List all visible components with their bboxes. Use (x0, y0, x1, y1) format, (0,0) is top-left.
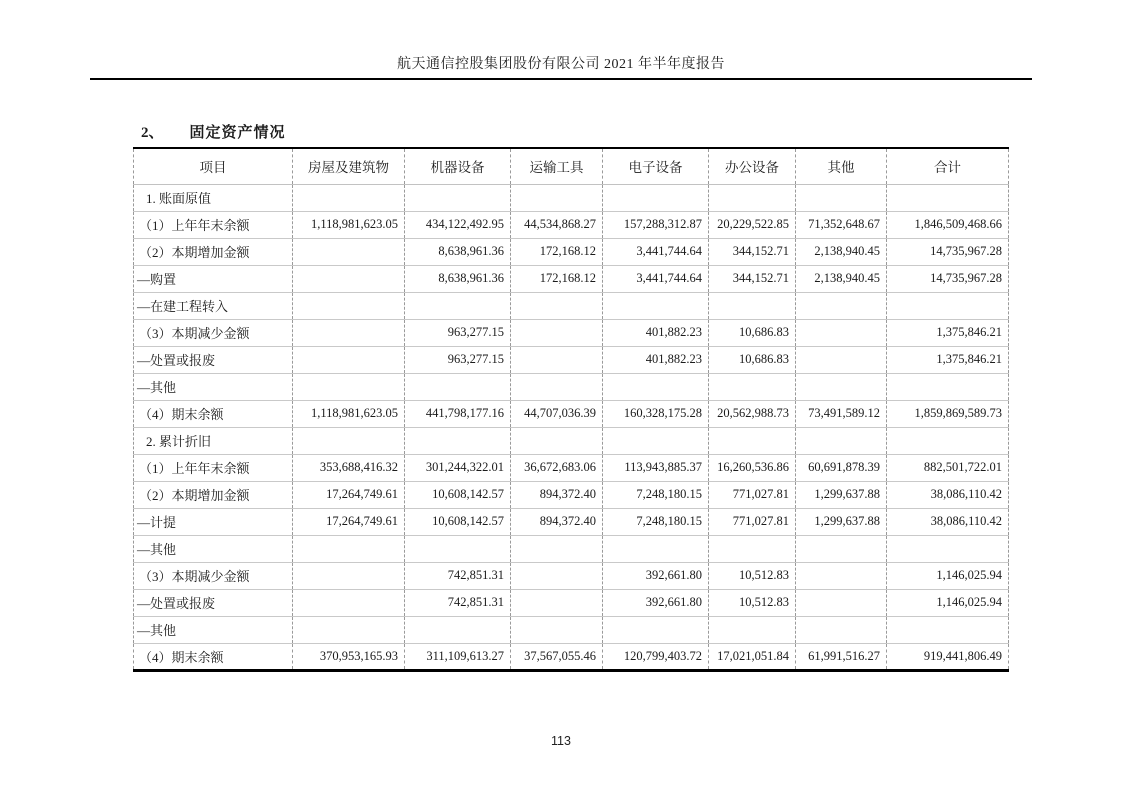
cell-value (511, 616, 603, 643)
row-label: （1）上年年末余额 (134, 454, 293, 481)
cell-value: 36,672,683.06 (511, 454, 603, 481)
cell-value: 10,608,142.57 (405, 481, 511, 508)
cell-value (293, 535, 405, 562)
column-header-6: 其他 (796, 148, 887, 184)
cell-value: 44,534,868.27 (511, 211, 603, 238)
cell-value: 1,118,981,623.05 (293, 400, 405, 427)
row-label: —其他 (134, 373, 293, 400)
cell-value: 10,512.83 (709, 562, 796, 589)
cell-value (293, 265, 405, 292)
cell-value: 1,146,025.94 (887, 589, 1009, 616)
cell-value (293, 184, 405, 211)
document-header-title: 航天通信控股集团股份有限公司 2021 年半年度报告 (397, 57, 725, 72)
cell-value: 172,168.12 (511, 238, 603, 265)
table-row (134, 211, 1009, 238)
column-header-1: 房屋及建筑物 (293, 148, 405, 184)
cell-value: 2,138,940.45 (796, 238, 887, 265)
table-row (134, 238, 1009, 265)
cell-value (603, 373, 709, 400)
cell-value: 60,691,878.39 (796, 454, 887, 481)
cell-value (511, 427, 603, 454)
cell-value (796, 292, 887, 319)
row-label: （4）期末余额 (134, 643, 293, 670)
cell-value (603, 535, 709, 562)
cell-value: 2,138,940.45 (796, 265, 887, 292)
table-row (134, 427, 1009, 454)
cell-value (796, 184, 887, 211)
cell-value (293, 562, 405, 589)
cell-value (293, 616, 405, 643)
cell-value (511, 589, 603, 616)
table-row (134, 184, 1009, 211)
cell-value: 742,851.31 (405, 589, 511, 616)
cell-value (887, 292, 1009, 319)
cell-value (293, 589, 405, 616)
table-row (134, 535, 1009, 562)
cell-value (293, 292, 405, 319)
table-row (134, 562, 1009, 589)
row-label: （3）本期减少金额 (134, 319, 293, 346)
table-row (134, 454, 1009, 481)
cell-value: 882,501,722.01 (887, 454, 1009, 481)
cell-value: 963,277.15 (405, 319, 511, 346)
cell-value: 16,260,536.86 (709, 454, 796, 481)
cell-value: 311,109,613.27 (405, 643, 511, 670)
cell-value: 10,686.83 (709, 319, 796, 346)
cell-value (511, 535, 603, 562)
row-label: —在建工程转入 (134, 292, 293, 319)
table-row (134, 508, 1009, 535)
cell-value: 963,277.15 (405, 346, 511, 373)
table-row (134, 346, 1009, 373)
cell-value: 1,118,981,623.05 (293, 211, 405, 238)
fixed-assets-table (133, 147, 1009, 672)
row-label: （2）本期增加金额 (134, 481, 293, 508)
row-label: —其他 (134, 616, 293, 643)
cell-value: 771,027.81 (709, 481, 796, 508)
cell-value (887, 427, 1009, 454)
cell-value: 71,352,648.67 (796, 211, 887, 238)
cell-value: 44,707,036.39 (511, 400, 603, 427)
cell-value: 392,661.80 (603, 589, 709, 616)
row-label: —计提 (134, 508, 293, 535)
column-header-7: 合计 (887, 148, 1009, 184)
cell-value: 894,372.40 (511, 481, 603, 508)
cell-value (405, 535, 511, 562)
cell-value (796, 562, 887, 589)
table-row (134, 265, 1009, 292)
cell-value (405, 373, 511, 400)
cell-value: 344,152.71 (709, 265, 796, 292)
table-row (134, 643, 1009, 670)
cell-value (511, 562, 603, 589)
column-header-5: 办公设备 (709, 148, 796, 184)
cell-value: 113,943,885.37 (603, 454, 709, 481)
cell-value: 1,375,846.21 (887, 346, 1009, 373)
cell-value: 353,688,416.32 (293, 454, 405, 481)
cell-value: 3,441,744.64 (603, 238, 709, 265)
cell-value: 14,735,967.28 (887, 265, 1009, 292)
cell-value: 14,735,967.28 (887, 238, 1009, 265)
cell-value (796, 346, 887, 373)
row-label: 1. 账面原值 (134, 184, 293, 211)
cell-value: 401,882.23 (603, 319, 709, 346)
cell-value (405, 184, 511, 211)
cell-value (293, 373, 405, 400)
row-label: —购置 (134, 265, 293, 292)
cell-value: 20,229,522.85 (709, 211, 796, 238)
cell-value (887, 373, 1009, 400)
cell-value: 160,328,175.28 (603, 400, 709, 427)
cell-value (887, 184, 1009, 211)
cell-value (603, 292, 709, 319)
column-header-0: 项目 (134, 148, 293, 184)
cell-value (293, 319, 405, 346)
cell-value: 7,248,180.15 (603, 508, 709, 535)
table-row (134, 400, 1009, 427)
cell-value: 17,021,051.84 (709, 643, 796, 670)
cell-value: 441,798,177.16 (405, 400, 511, 427)
cell-value: 1,846,509,468.66 (887, 211, 1009, 238)
table-row (134, 373, 1009, 400)
cell-value: 37,567,055.46 (511, 643, 603, 670)
cell-value: 38,086,110.42 (887, 508, 1009, 535)
row-label: —处置或报废 (134, 346, 293, 373)
cell-value: 1,146,025.94 (887, 562, 1009, 589)
cell-value (709, 535, 796, 562)
cell-value: 8,638,961.36 (405, 265, 511, 292)
cell-value: 157,288,312.87 (603, 211, 709, 238)
cell-value (709, 184, 796, 211)
cell-value: 10,686.83 (709, 346, 796, 373)
cell-value: 1,299,637.88 (796, 508, 887, 535)
cell-value: 401,882.23 (603, 346, 709, 373)
cell-value (405, 292, 511, 319)
cell-value (709, 427, 796, 454)
table-row (134, 481, 1009, 508)
cell-value: 1,375,846.21 (887, 319, 1009, 346)
row-label: 2. 累计折旧 (134, 427, 293, 454)
cell-value: 10,608,142.57 (405, 508, 511, 535)
cell-value (603, 427, 709, 454)
cell-value: 894,372.40 (511, 508, 603, 535)
cell-value: 344,152.71 (709, 238, 796, 265)
cell-value (511, 184, 603, 211)
cell-value: 771,027.81 (709, 508, 796, 535)
cell-value: 919,441,806.49 (887, 643, 1009, 670)
cell-value (293, 346, 405, 373)
cell-value (511, 292, 603, 319)
cell-value (603, 616, 709, 643)
cell-value: 17,264,749.61 (293, 481, 405, 508)
cell-value: 172,168.12 (511, 265, 603, 292)
cell-value (887, 535, 1009, 562)
cell-value: 1,299,637.88 (796, 481, 887, 508)
cell-value: 10,512.83 (709, 589, 796, 616)
row-label: （3）本期减少金额 (134, 562, 293, 589)
table-header-row (134, 148, 1009, 184)
row-label: —其他 (134, 535, 293, 562)
cell-value (796, 427, 887, 454)
cell-value: 1,859,869,589.73 (887, 400, 1009, 427)
cell-value (796, 373, 887, 400)
cell-value: 434,122,492.95 (405, 211, 511, 238)
cell-value: 73,491,589.12 (796, 400, 887, 427)
cell-value (709, 373, 796, 400)
row-label: （2）本期增加金额 (134, 238, 293, 265)
cell-value (511, 346, 603, 373)
cell-value: 3,441,744.64 (603, 265, 709, 292)
cell-value (603, 184, 709, 211)
column-header-4: 电子设备 (603, 148, 709, 184)
cell-value (887, 616, 1009, 643)
section-number: 2、 (141, 125, 164, 141)
cell-value: 7,248,180.15 (603, 481, 709, 508)
table-row (134, 589, 1009, 616)
section-heading (141, 121, 286, 142)
cell-value (796, 589, 887, 616)
cell-value (405, 616, 511, 643)
cell-value: 742,851.31 (405, 562, 511, 589)
cell-value: 38,086,110.42 (887, 481, 1009, 508)
column-header-3: 运输工具 (511, 148, 603, 184)
section-title: 固定资产情况 (189, 125, 286, 141)
table-row (134, 292, 1009, 319)
cell-value: 392,661.80 (603, 562, 709, 589)
cell-value (293, 427, 405, 454)
column-header-2: 机器设备 (405, 148, 511, 184)
cell-value (796, 616, 887, 643)
row-label: （1）上年年末余额 (134, 211, 293, 238)
cell-value (293, 238, 405, 265)
row-label: （4）期末余额 (134, 400, 293, 427)
cell-value (796, 535, 887, 562)
header-divider-line (90, 78, 1032, 80)
cell-value (796, 319, 887, 346)
cell-value (511, 319, 603, 346)
cell-value: 301,244,322.01 (405, 454, 511, 481)
cell-value: 120,799,403.72 (603, 643, 709, 670)
cell-value: 61,991,516.27 (796, 643, 887, 670)
cell-value: 370,953,165.93 (293, 643, 405, 670)
page-number: 113 (551, 734, 571, 748)
row-label: —处置或报废 (134, 589, 293, 616)
cell-value (511, 373, 603, 400)
table-row (134, 616, 1009, 643)
cell-value: 17,264,749.61 (293, 508, 405, 535)
cell-value (709, 292, 796, 319)
cell-value: 8,638,961.36 (405, 238, 511, 265)
cell-value (709, 616, 796, 643)
table-row (134, 319, 1009, 346)
cell-value: 20,562,988.73 (709, 400, 796, 427)
cell-value (405, 427, 511, 454)
